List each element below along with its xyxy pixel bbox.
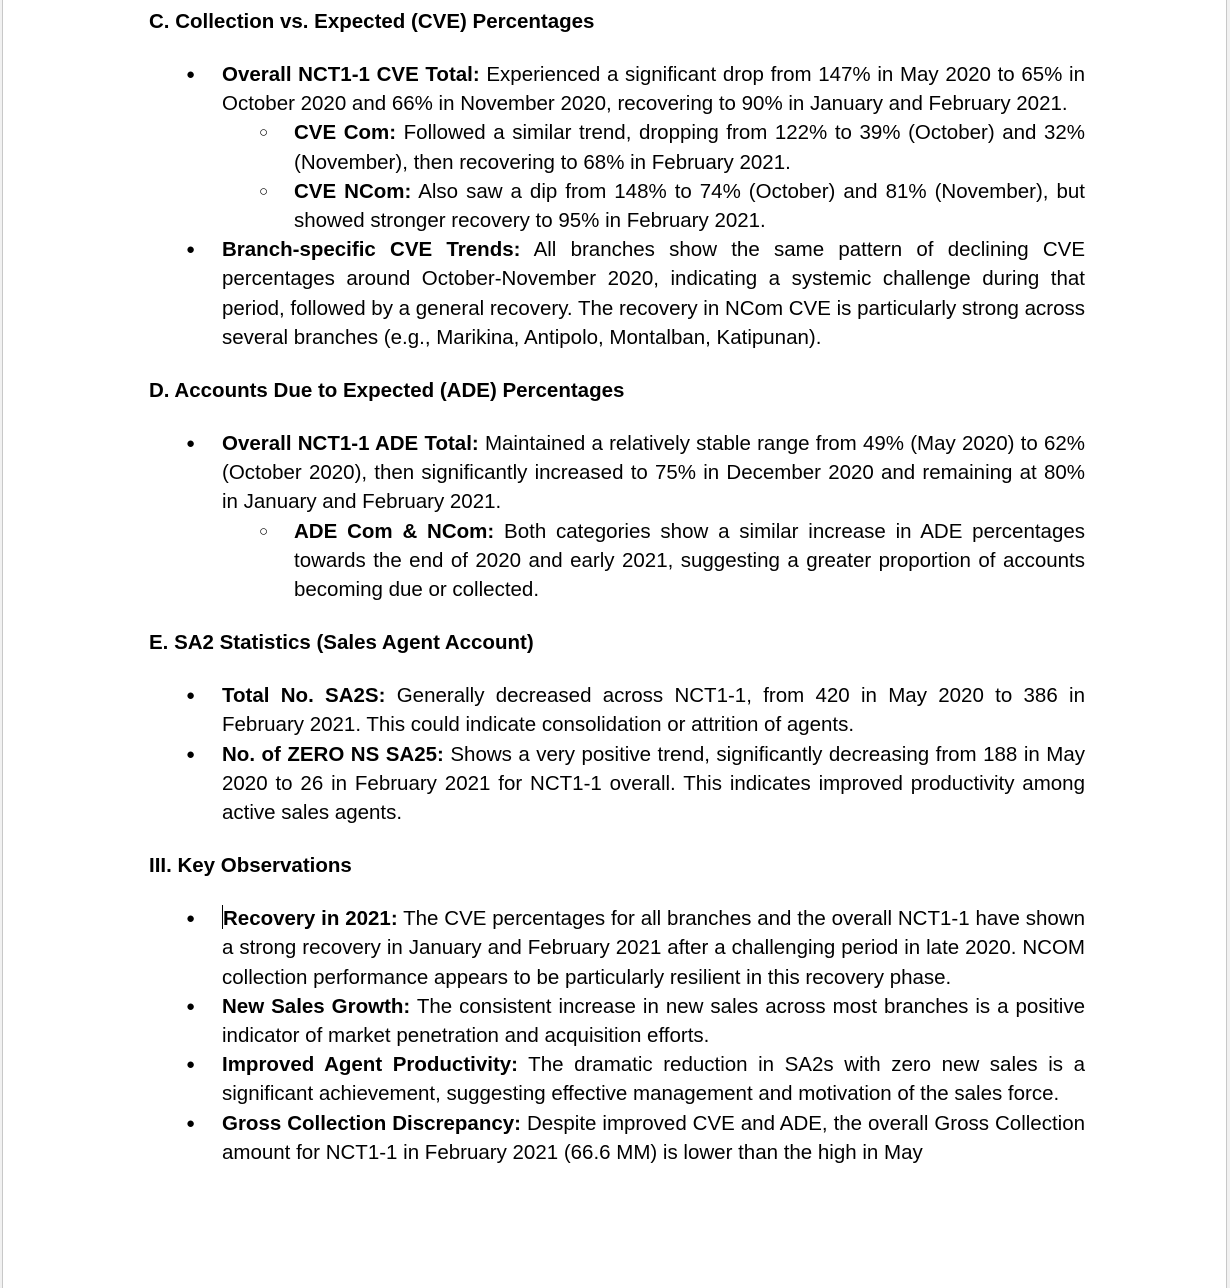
item-text: The consistent increase in new sales across most branches is a positive indicator of market penetration and acquisition efforts. [222, 994, 1085, 1048]
section-sa2 [149, 628, 1085, 827]
item-text: The CVE percentages for all branches and the overall NCT1-1 have shown a strong recovery in January and February 2021 after a challenging period in late 2020. NCOM collection performance appears to be particularly resilient in this recovery phase. [222, 907, 1085, 989]
sub-bullet-list [222, 118, 1085, 235]
sub-list-item [149, 177, 1085, 235]
sub-list-item [149, 517, 1085, 605]
item-term: Branch-specific CVE Trends: [222, 238, 521, 262]
item-term: Overall NCT1-1 CVE Total: [222, 63, 480, 86]
item-text: Maintained a relatively stable range from 49% (May 2020) to 62% (October 2020), then significantly increased to 75% in December 2020 and remaining at 80% in January and February 2021. [222, 432, 1085, 514]
item-term: ADE Com & NCom: [294, 519, 495, 543]
item-term: No. of ZERO NS SA25: [222, 742, 444, 766]
section-cve [149, 7, 1085, 352]
list-item [149, 235, 1085, 352]
item-term: CVE Com: [294, 121, 397, 145]
section-heading: III. Key Observations [149, 854, 352, 878]
bullet-list [149, 429, 1085, 604]
item-text: Generally decreased across NCT1-1, from 420 in May 2020 to 386 in February 2021. This could indicate consolidation or attrition of agents. [222, 684, 1085, 737]
list-item [149, 904, 1085, 992]
list-item [149, 992, 1085, 1050]
sub-bullet-list [222, 517, 1085, 605]
list-item [149, 1109, 1085, 1167]
list-item [149, 740, 1085, 828]
item-term: CVE NCom: [294, 179, 412, 203]
item-term: Improved Agent Productivity: [222, 1053, 518, 1077]
bullet-list [149, 60, 1085, 352]
item-text: Also saw a dip from 148% to 74% (October) and 81% (November), but showed stronger recovery to 95% in February 2021. [294, 179, 1085, 233]
item-term: New Sales Growth: [222, 994, 411, 1018]
list-item [149, 60, 1085, 235]
item-text: Followed a similar trend, dropping from 122% to 39% (October) and 32% (November), then recovering to 68% in February 2021. [294, 121, 1085, 174]
item-term: Total No. SA2S: [222, 684, 386, 708]
list-item [149, 681, 1085, 739]
section-heading: C. Collection vs. Expected (CVE) Percentages [149, 10, 595, 33]
list-item [149, 429, 1085, 604]
item-text: All branches show the same pattern of declining CVE percentages around October-November 2020, indicating a systemic challenge during that period, followed by a general recovery. The recovery in NCom CVE is particularly strong across several branches (e.g., Marikina, Antipolo, Montalban, Katipunan). [222, 238, 1086, 349]
list-item [149, 1050, 1085, 1108]
document-page [2, 0, 1227, 1288]
item-text: Experienced a significant drop from 147% in May 2020 to 65% in October 2020 and 66% in November 2020, recovering to 90% in January and February 2021. [222, 63, 1086, 116]
section-heading: D. Accounts Due to Expected (ADE) Percentages [149, 379, 625, 403]
item-text: Both categories show a similar increase in ADE percentages towards the end of 2020 and early 2021, suggesting a greater proportion of accounts becoming due or collected. [294, 519, 1086, 602]
item-term: Recovery in 2021: [223, 907, 398, 931]
sub-list-item [149, 118, 1085, 176]
bullet-list [149, 904, 1085, 1167]
document-body[interactable] [149, 7, 1085, 1191]
item-term: Gross Collection Discrepancy: [222, 1111, 521, 1135]
section-ade [149, 376, 1085, 604]
section-heading: E. SA2 Statistics (Sales Agent Account) [149, 631, 534, 655]
item-text: Shows a very positive trend, significantly decreasing from 188 in May 2020 to 26 in February 2021 for NCT1-1 overall. This indicates improved productivity among active sales agents. [222, 742, 1085, 825]
item-text: Despite improved CVE and ADE, the overall Gross Collection amount for NCT1-1 in February 2021 (66.6 MM) is lower than the high in May [222, 1111, 1086, 1164]
bullet-list [149, 681, 1085, 827]
section-key-observations [149, 851, 1085, 1167]
item-text: The dramatic reduction in SA2s with zero new sales is a significant achievement, suggesting effective management and motivation of the sales force. [222, 1053, 1085, 1106]
item-term: Overall NCT1-1 ADE Total: [222, 432, 479, 456]
